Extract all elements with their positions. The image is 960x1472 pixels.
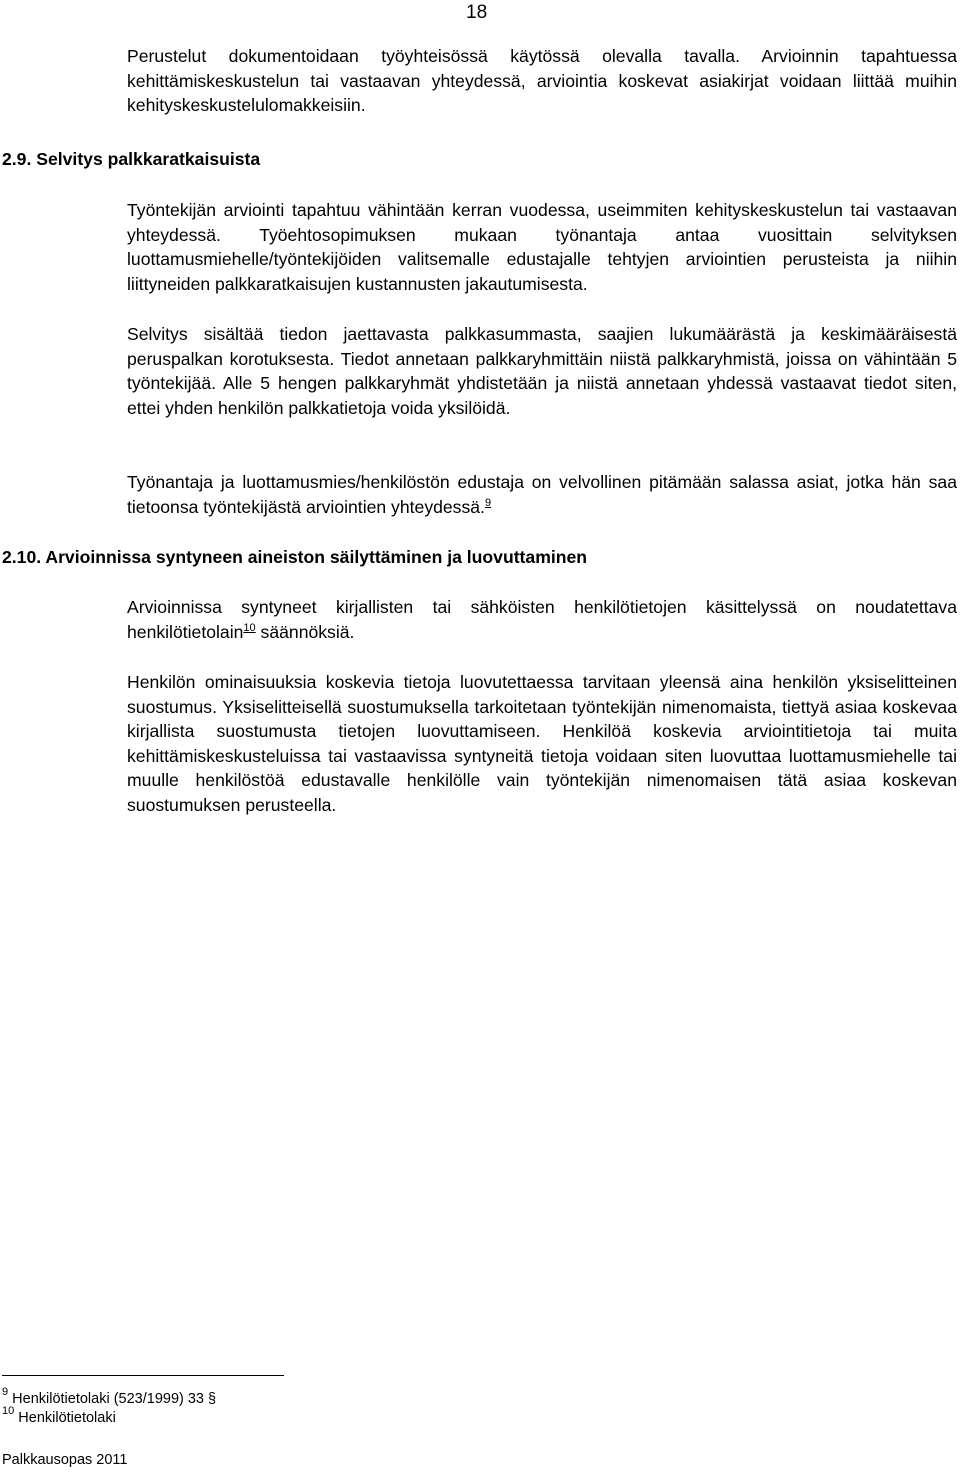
section-2-10-paragraph-2: Henkilön ominaisuuksia koskevia tietoja luovutettaessa tarvitaan yleensä aina henkilön yksiselitteinen suostumus. Yksiselitteisellä suostumuksella tarkoitetaan työntekijän nimenomaista, tiettyä asiaa koskevaa kirjallista suostumusta tietojen luovuttamiseen. Henkilöä koskevia arviointitietoja tai muita kehittämiskeskusteluissa tai vastaavissa syntyneitä tietoja voidaan siten luovuttaa luottamusmiehelle tai muulle henkilöstöä edustavalle henkilölle vain työntekijän nimenomaisen tätä asiaa koskevan suostumuksen perusteella. <box>127 672 957 815</box>
page-number: 18 <box>466 2 488 23</box>
section-heading-2-9: 2.9. Selvitys palkkaratkaisuista <box>2 149 261 169</box>
page-footer: Palkkausopas 2011 <box>2 1452 128 1468</box>
footnote-text: Henkilötietolaki <box>18 1410 116 1426</box>
section-2-9-paragraph-2: Selvitys sisältää tiedon jaettavasta palkkasummasta, saajien lukumäärästä ja keskimääräisestä peruspalkan korotuksesta. Tiedot annetaan palkkaryhmittäin niistä palkkaryhmistä, joissa on vähintään 5 työntekijää. Alle 5 hengen palkkaryhmät yhdistetään ja niistä annetaan yhdessä vastaavat tiedot siten, ettei yhden henkilön palkkatietoja voida yksilöidä. <box>127 324 957 418</box>
footnote-9 <box>2 1386 217 1407</box>
section-heading-2-10: 2.10. Arvioinnissa syntyneen aineiston säilyttäminen ja luovuttaminen <box>2 547 588 567</box>
paragraph-text: Työnantaja ja luottamusmies/henkilöstön edustaja on velvollinen pitämään salassa asiat, jotka hän saa tietoonsa työntekijästä arviointien yhteydessä. <box>127 472 957 517</box>
intro-paragraph: Perustelut dokumentoidaan työyhteisössä käytössä olevalla tavalla. Arvioinnin tapahtuessa kehittämiskeskustelun tai vastaavan yhteydessä, arviointia koskevat asiakirjat voidaan liittää muihin kehityskeskustelulomakkeisiin. <box>127 46 957 116</box>
footnote-separator <box>2 1375 284 1376</box>
footnote-number: 9 <box>2 1386 9 1398</box>
footnote-10 <box>2 1405 116 1426</box>
section-2-10-paragraph-1 <box>127 595 957 644</box>
footnote-text: Henkilötietolaki (523/1999) 33 § <box>12 1391 217 1407</box>
footnote-ref-10[interactable]: 10 <box>243 621 256 634</box>
section-2-9-paragraph-1: Työntekijän arviointi tapahtuu vähintään kerran vuodessa, useimmiten kehityskeskustelun tai vastaavan yhteydessä. Työehtosopimuksen mukaan työnantaja antaa vuosittain selvityksen luottamusmiehelle/työntekijöiden valitsemalle edustajalle tehtyjen arviointien perusteista ja niihin liittyneiden palkkaratkaisujen kustannusten jakautumisesta. <box>127 200 957 294</box>
footnote-ref-9[interactable]: 9 <box>484 496 492 509</box>
paragraph-text-end: säännöksiä. <box>255 621 355 642</box>
paragraph-text: Arvioinnissa syntyneet kirjallisten tai sähköisten henkilötietojen käsittelyssä on noudatettava henkilötietolain <box>127 597 957 642</box>
footnote-number: 10 <box>2 1405 15 1417</box>
section-2-9-paragraph-3 <box>127 470 957 519</box>
